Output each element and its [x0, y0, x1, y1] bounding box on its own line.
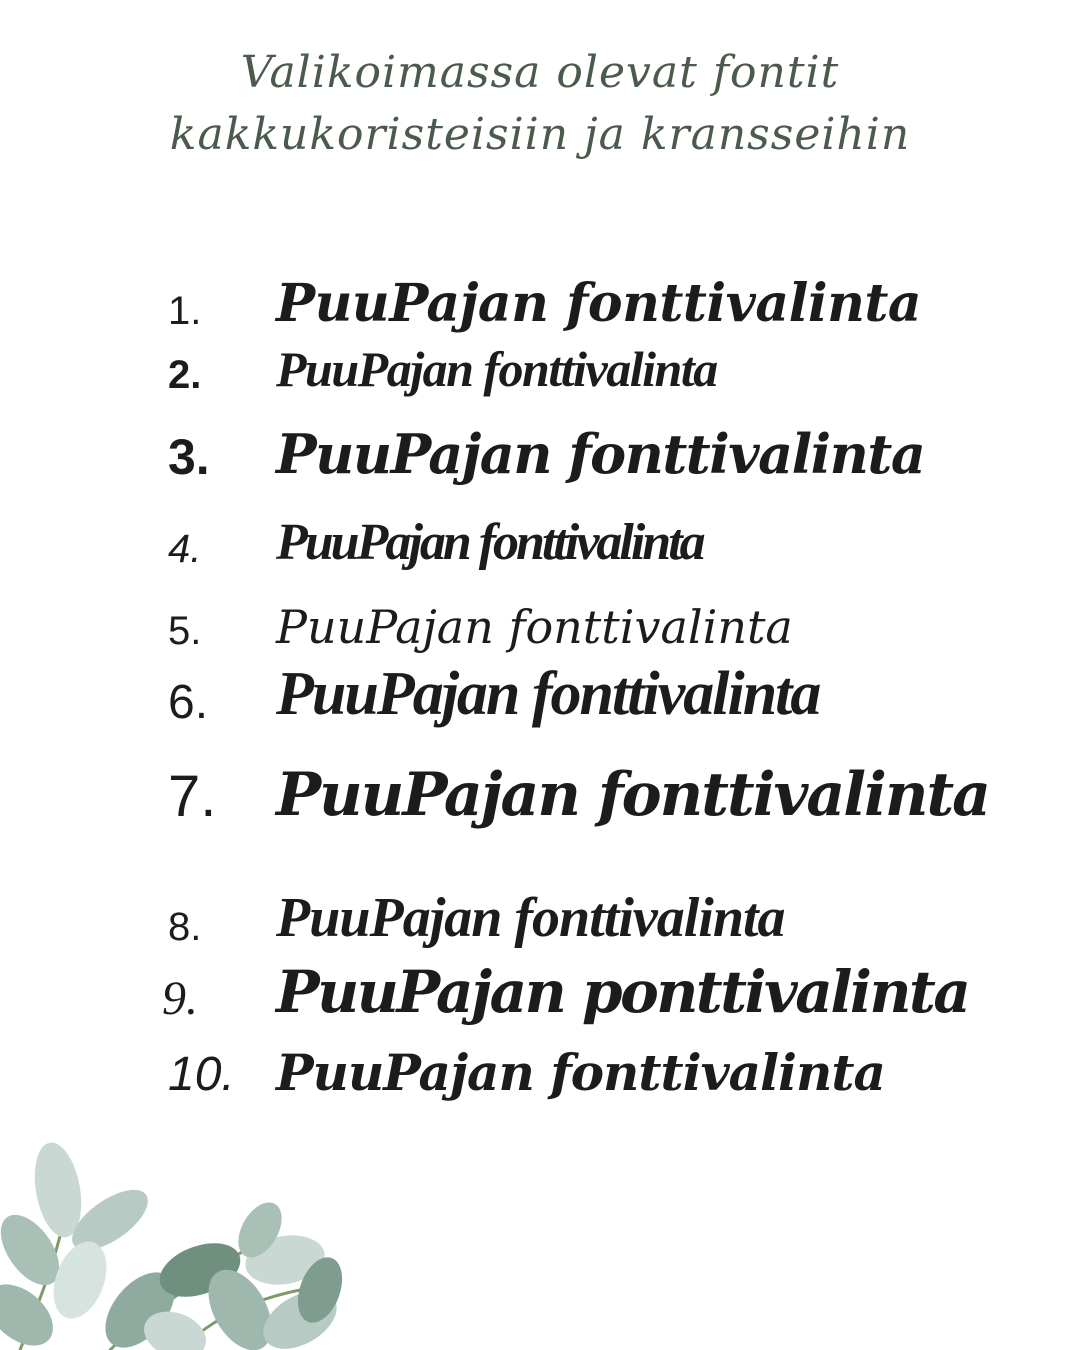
font-sample-row-9 — [0, 960, 1080, 1026]
font-sample-row-2 — [0, 342, 1080, 398]
font-sample-text: PuuPajan ponttivalinta — [276, 958, 969, 1026]
font-sample-text: PuuPajan fonttivalinta — [276, 887, 785, 949]
font-sample-text: PuuPajan fonttivalinta — [276, 514, 703, 571]
font-sample-text: PuuPajan fonttivalinta — [276, 1043, 885, 1102]
eucalyptus-leaves-icon — [0, 1130, 380, 1350]
font-number: 9. — [162, 972, 198, 1025]
font-sample-text: PuuPajan fonttivalinta — [276, 760, 990, 830]
font-sample-row-3 — [0, 420, 1080, 486]
font-number: 8. — [168, 905, 202, 949]
font-sample-row-8 — [0, 887, 1080, 950]
font-number: 7. — [168, 764, 217, 829]
font-number: 5. — [168, 609, 202, 653]
font-sample-row-7 — [0, 752, 1080, 830]
font-sample-text: PuuPajan fonttivalinta — [276, 422, 925, 486]
font-sample-text: PuuPajan fonttivalinta — [276, 273, 922, 334]
font-number: 2. — [168, 353, 202, 397]
font-sample-row-5 — [0, 598, 1080, 654]
font-number: 6. — [168, 676, 209, 729]
font-sample-row-1 — [0, 272, 1080, 334]
font-sample-row-6 — [0, 656, 1080, 730]
page-title-line-2: kakkukoristeisiin ja kransseihin — [169, 109, 911, 160]
font-sample-row-4 — [0, 510, 1080, 572]
font-number: 1. — [168, 289, 202, 333]
page-title-line-1: Valikoimassa olevat fontit — [240, 47, 840, 98]
font-number: 4. — [168, 527, 202, 571]
font-sample-text: PuuPajan fonttivalinta — [276, 660, 820, 728]
font-sample-text: PuuPajan fonttivalinta — [276, 341, 717, 397]
font-number: 3. — [168, 429, 210, 485]
font-number: 10. — [168, 1048, 235, 1101]
font-sample-text: PuuPajan fonttivalinta — [276, 600, 793, 654]
eucalyptus-leaf-cluster — [0, 1139, 350, 1350]
font-sample-row-10 — [0, 1038, 1080, 1102]
